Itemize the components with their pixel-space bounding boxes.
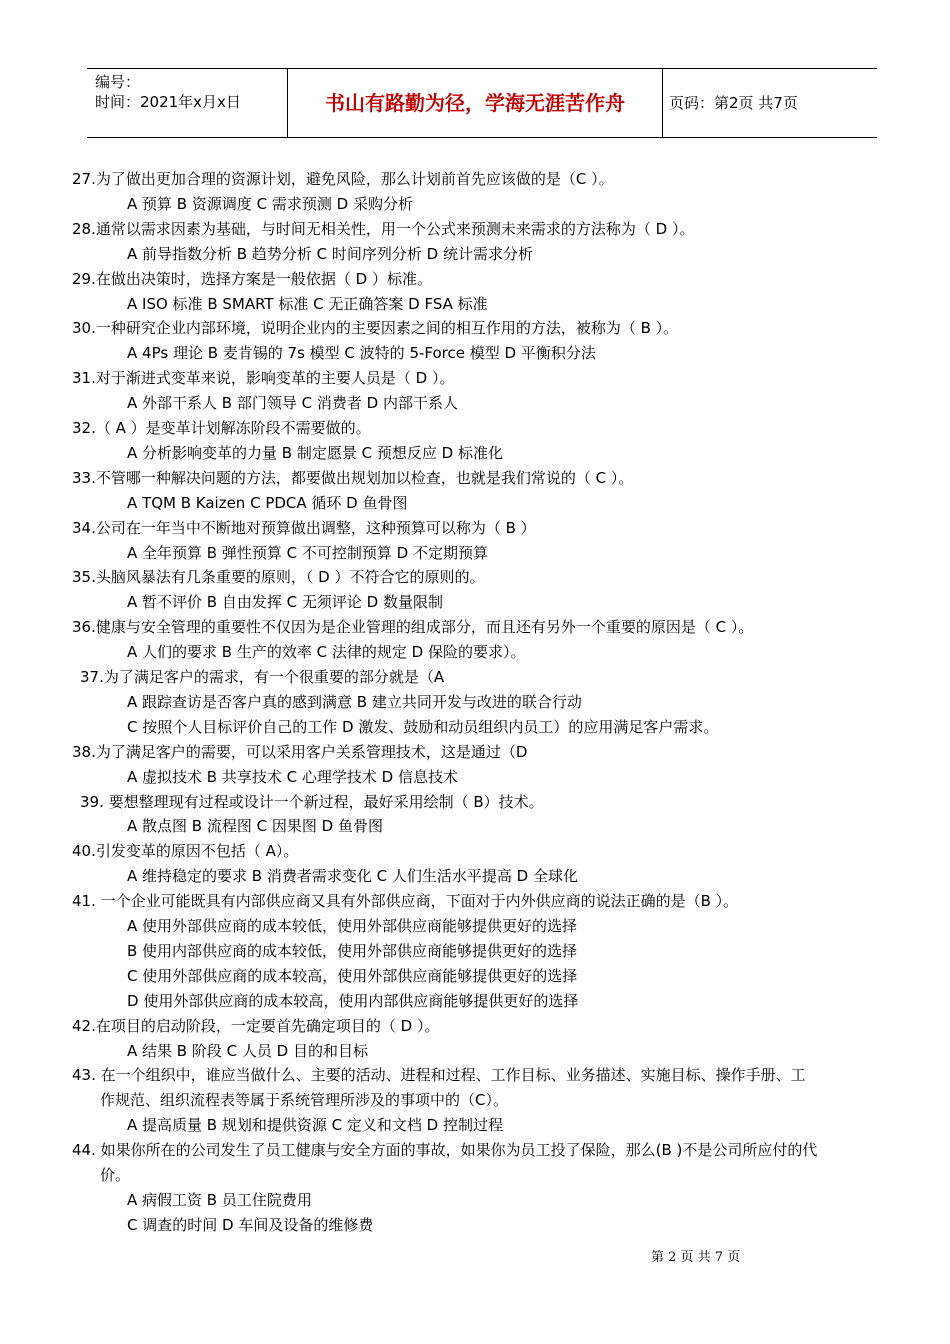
- question-line: 43. 在一个组织中，谁应当做什么、主要的活动、进程和过程、工作目标、业务描述、实施目标、操作手册、工: [72, 1066, 806, 1085]
- answer-options-line: A 维持稳定的要求 B 消费者需求变化 C 人们生活水平提高 D 全球化: [127, 867, 578, 886]
- answer-options-line: D 使用外部供应商的成本较高，使用内部供应商能够提供更好的选择: [127, 991, 579, 1010]
- question-line: 37.为了满足客户的需求，有一个很重要的部分就是（A: [80, 668, 445, 686]
- question-line: 42.在项目的启动阶段，一定要首先确定项目的（ D ）。: [72, 1016, 440, 1035]
- header-left-cell: [87, 69, 287, 137]
- question-line: 29.在做出决策时，选择方案是一般依据（ D ）标准。: [72, 269, 432, 288]
- document-header: [87, 68, 877, 138]
- question-line: 39. 要想整理现有过程或设计一个新过程，最好采用绘制（ B）技术。: [80, 792, 544, 811]
- answer-options-line: A 外部干系人 B 部门领导 C 消费者 D 内部干系人: [127, 394, 458, 413]
- question-line: 44. 如果你所在的公司发生了员工健康与安全方面的事故，如果你为员工投了保险，那么(B )不是公司所应付的代: [72, 1141, 818, 1160]
- question-continuation-line: 作规范、组织流程表等属于系统管理所涉及的事项中的（C）。: [100, 1091, 508, 1110]
- answer-options-line: A 使用外部供应商的成本较低，使用外部供应商能够提供更好的选择: [127, 917, 578, 935]
- question-line: 32.（ A ）是变革计划解冻阶段不需要做的。: [72, 419, 371, 437]
- header-motto: 书山有路勤为径，学海无涯苦作舟: [287, 69, 663, 137]
- answer-options-line: A 提高质量 B 规划和提供资源 C 定义和文档 D 控制过程: [127, 1116, 503, 1135]
- question-line: 31.对于渐进式变革来说，影响变革的主要人员是（ D ）。: [72, 369, 455, 388]
- answer-options-line: C 调查的时间 D 车间及设备的维修费: [127, 1215, 374, 1234]
- header-time-label: 时间：2021年x月x日: [95, 93, 241, 111]
- answer-options-line: A 跟踪查访是否客户真的感到满意 B 建立共同开发与改进的联合行动: [127, 692, 582, 711]
- answer-options-line: C 使用外部供应商的成本较高，使用外部供应商能够提供更好的选择: [127, 966, 578, 985]
- answer-options-line: A 前导指数分析 B 趋势分析 C 时间序列分析 D 统计需求分析: [127, 244, 533, 263]
- answer-options-line: A 分析影响变革的力量 B 制定愿景 C 预想反应 D 标准化: [127, 443, 503, 462]
- question-line: 36.健康与安全管理的重要性不仅因为是企业管理的组成部分，而且还有另外一个重要的原因是（ C ）。: [72, 618, 754, 637]
- question-continuation-line: 价。: [100, 1166, 131, 1184]
- question-line: 34.公司在一年当中不断地对预算做出调整，这种预算可以称为（ B ）: [72, 518, 536, 537]
- question-line: 40.引发变革的原因不包括（ A）。: [72, 842, 299, 861]
- question-line: 35.头脑风暴法有几条重要的原则，（ D ）不符合它的原则的。: [72, 568, 485, 587]
- question-line: 33.不管哪一种解决问题的方法，都要做出规划加以检查，也就是我们常说的（ C ）。: [72, 468, 634, 487]
- header-number-label: 编号：: [95, 73, 141, 91]
- answer-options-line: A 虚拟技术 B 共享技术 C 心理学技术 D 信息技术: [127, 767, 458, 786]
- answer-options-line: A 病假工资 B 员工住院费用: [127, 1190, 312, 1209]
- question-line: 28.通常以需求因素为基础，与时间无相关性，用一个公式来预测未来需求的方法称为（ D ）。: [72, 219, 695, 238]
- answer-options-line: B 使用内部供应商的成本较低，使用外部供应商能够提供更好的选择: [127, 941, 578, 960]
- page-footer: 第 2 页 共 7 页: [651, 1250, 741, 1265]
- answer-options-line: A 全年预算 B 弹性预算 C 不可控制预算 D 不定期预算: [127, 543, 488, 562]
- answer-options-line: A 散点图 B 流程图 C 因果图 D 鱼骨图: [127, 817, 383, 836]
- answer-options-line: A 人们的要求 B 生产的效率 C 法律的规定 D 保险的要求）。: [127, 643, 526, 662]
- question-line: 41. 一个企业可能既具有内部供应商又具有外部供应商，下面对于内外供应商的说法正确的是（B ）。: [72, 892, 739, 911]
- answer-options-line: C 按照个人目标评价自己的工作 D 激发、鼓励和动员组织内员工）的应用满足客户需求。: [127, 717, 719, 736]
- answer-options-line: A 结果 B 阶段 C 人员 D 目的和目标: [127, 1041, 368, 1060]
- question-line: 38.为了满足客户的需要，可以采用客户关系管理技术，这是通过（D: [72, 742, 528, 761]
- answer-options-line: A ISO 标准 B SMART 标准 C 无正确答案 D FSA 标准: [127, 294, 488, 313]
- answer-options-line: A 预算 B 资源调度 C 需求预测 D 采购分析: [127, 194, 413, 213]
- answer-options-line: A 4Ps 理论 B 麦肯锡的 7s 模型 C 波特的 5-Force 模型 D 平衡积分法: [127, 344, 596, 363]
- answer-options-line: A 暂不评价 B 自由发挥 C 无须评论 D 数量限制: [127, 593, 443, 612]
- question-line: 27.为了做出更加合理的资源计划，避免风险，那么计划前首先应该做的是（C ）。: [72, 170, 614, 188]
- answer-options-line: A TQM B Kaizen C PDCA 循环 D 鱼骨图: [127, 493, 408, 512]
- question-line: 30.一种研究企业内部环境，说明企业内的主要因素之间的相互作用的方法，被称为（ B ）。: [72, 319, 679, 338]
- header-page-info: 页码：第2页 共7页: [669, 94, 798, 112]
